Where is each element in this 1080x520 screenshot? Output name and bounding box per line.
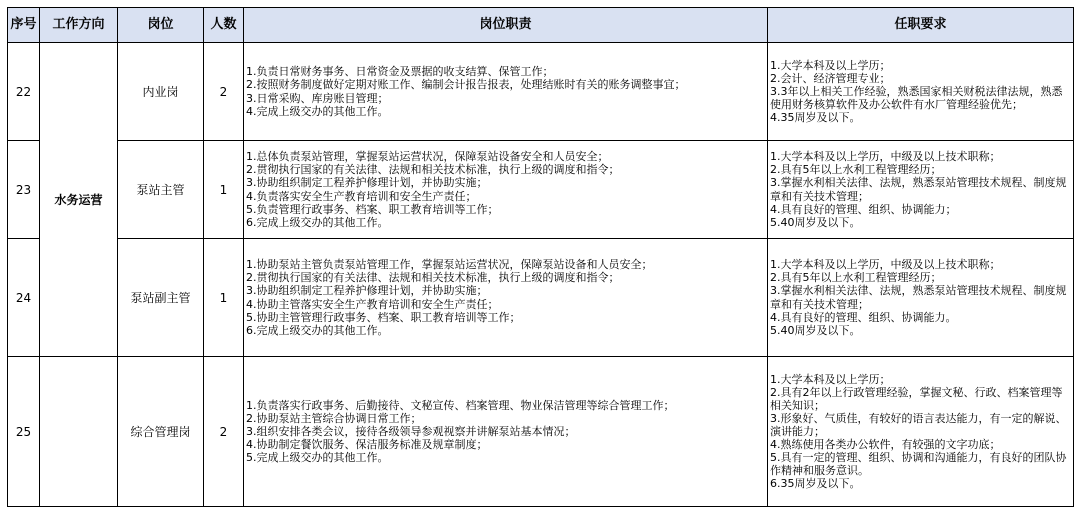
row-duties <box>244 43 768 141</box>
requirement-item: 4.具有良好的管理、组织、协调能力； <box>770 202 957 216</box>
duty-item: 2.贯彻执行国家的有关法律、法规和相关技术标准，执行上级的调度和指令； <box>246 271 620 285</box>
table-row <box>8 43 1074 141</box>
duty-item: 2.按照财务制度做好定期对账工作、编制会计报告报表，处理结账时有关的账务调整事宜； <box>246 78 686 92</box>
requirement-item: 5.40周岁及以下。 <box>770 215 861 229</box>
duty-item: 6.完成上级交办的其他工作。 <box>246 323 389 337</box>
row-position: 泵站副主管 <box>118 239 204 357</box>
row-duties <box>244 357 768 507</box>
row-seq: 24 <box>8 239 40 357</box>
header-row <box>8 8 1074 43</box>
duty-item: 2.贯彻执行国家的有关法律、法规和相关技术标准，执行上级的调度和指令； <box>246 163 620 177</box>
requirement-item: 2.具有5年以上水利工程管理经历； <box>770 163 942 177</box>
requirement-item: 3.掌握水利相关法律、法规，熟悉泵站管理技术规程、制度规章和有关技术管理； <box>770 284 1067 311</box>
requirement-item: 3.3年以上相关工作经验，熟悉国家相关财税法律法规，熟悉使用财务核算软件及办公软件有水厂管理经验优先； <box>770 84 1063 112</box>
duty-item: 3.协助组织制定工程养护修理计划，并协助实施； <box>246 176 488 190</box>
duty-item: 4.负责落实安全生产教育培训和安全生产责任； <box>246 189 477 203</box>
duty-item: 5.协助主管管理行政事务、档案、职工教育培训等工作； <box>246 310 521 324</box>
recruitment-table <box>7 7 1074 507</box>
row-duties <box>244 141 768 239</box>
header-duties: 岗位职责 <box>244 8 768 43</box>
row-count: 1 <box>204 141 244 239</box>
requirement-item: 4.35周岁及以下。 <box>770 111 861 125</box>
requirement-item: 3.掌握水利相关法律、法规，熟悉泵站管理技术规程、制度规章和有关技术管理； <box>770 176 1067 203</box>
requirement-item: 3.形象好、气质佳，有较好的语言表达能力，有一定的解说、演讲能力； <box>770 411 1067 438</box>
row-requirements <box>768 239 1074 357</box>
header-requirements: 任职要求 <box>768 8 1074 43</box>
duty-item: 1.负责落实行政事务、后勤接待、文秘宣传、档案管理、物业保洁管理等综合管理工作； <box>246 398 675 412</box>
requirement-item: 1.大学本科及以上学历； <box>770 58 891 72</box>
row-position: 泵站主管 <box>118 141 204 239</box>
header-count: 人数 <box>204 8 244 43</box>
work-direction-cell: 水务运营 <box>40 43 118 357</box>
requirement-item: 5.具有一定的管理、组织、协调和沟通能力，有良好的团队协作精神和服务意识。 <box>770 451 1067 478</box>
requirement-item: 6.35周岁及以下。 <box>770 477 861 491</box>
header-seq: 序号 <box>8 8 40 43</box>
requirement-item: 1.大学本科及以上学历，中级及以上技术职称； <box>770 150 1001 164</box>
row-seq: 25 <box>8 357 40 507</box>
row-requirements <box>768 43 1074 141</box>
row-count: 1 <box>204 239 244 357</box>
row-position: 内业岗 <box>118 43 204 141</box>
duty-item: 5.负责管理行政事务、档案、职工教育培训等工作； <box>246 202 499 216</box>
row-seq: 22 <box>8 43 40 141</box>
duty-item: 6.完成上级交办的其他工作。 <box>246 215 389 229</box>
table-row <box>8 141 1074 239</box>
requirement-item: 5.40周岁及以下。 <box>770 323 861 337</box>
row-requirements <box>768 141 1074 239</box>
duty-item: 1.负责日常财务事务、日常资金及票据的收支结算、保管工作； <box>246 65 554 79</box>
recruitment-table-container <box>7 7 1074 507</box>
row-count: 2 <box>204 43 244 141</box>
duty-item: 2.协助泵站主管综合协调日常工作； <box>246 411 422 425</box>
row-requirements <box>768 357 1074 507</box>
requirement-item: 1.大学本科及以上学历； <box>770 372 891 386</box>
row-seq: 23 <box>8 141 40 239</box>
duty-item: 4.完成上级交办的其他工作。 <box>246 104 389 118</box>
row-count: 2 <box>204 357 244 507</box>
header-direction: 工作方向 <box>40 8 118 43</box>
table-row <box>8 239 1074 357</box>
duty-item: 5.完成上级交办的其他工作。 <box>246 451 389 465</box>
requirement-item: 4.熟练使用各类办公软件，有较强的文字功底； <box>770 438 1001 452</box>
duty-item: 1.总体负责泵站管理，掌握泵站运营状况，保障泵站设备安全和人员安全； <box>246 150 609 164</box>
requirement-item: 2.会计、经济管理专业； <box>770 71 891 85</box>
duty-item: 4.协助制定餐饮服务、保洁服务标准及规章制度； <box>246 438 488 452</box>
header-position: 岗位 <box>118 8 204 43</box>
duty-item: 3.日常采购、库房账目管理； <box>246 91 389 105</box>
row-duties <box>244 239 768 357</box>
duty-item: 1.协助泵站主管负责泵站管理工作，掌握泵站运营状况，保障泵站设备和人员安全； <box>246 258 653 272</box>
row-position: 综合管理岗 <box>118 357 204 507</box>
work-direction-cell-empty <box>40 357 118 507</box>
requirement-item: 1.大学本科及以上学历，中级及以上技术职称； <box>770 258 1001 272</box>
duty-item: 3.协助组织制定工程养护修理计划，并协助实施； <box>246 284 488 298</box>
duty-item: 3.组织安排各类会议，接待各级领导参观视察并讲解泵站基本情况； <box>246 424 576 438</box>
requirement-item: 2.具有2年以上行政管理经验，掌握文秘、行政、档案管理等相关知识； <box>770 385 1063 412</box>
requirement-item: 4.具有良好的管理、组织、协调能力。 <box>770 310 957 324</box>
table-row <box>8 357 1074 507</box>
duty-item: 4.协助主管落实安全生产教育培训和安全生产责任； <box>246 297 499 311</box>
requirement-item: 2.具有5年以上水利工程管理经历； <box>770 271 942 285</box>
